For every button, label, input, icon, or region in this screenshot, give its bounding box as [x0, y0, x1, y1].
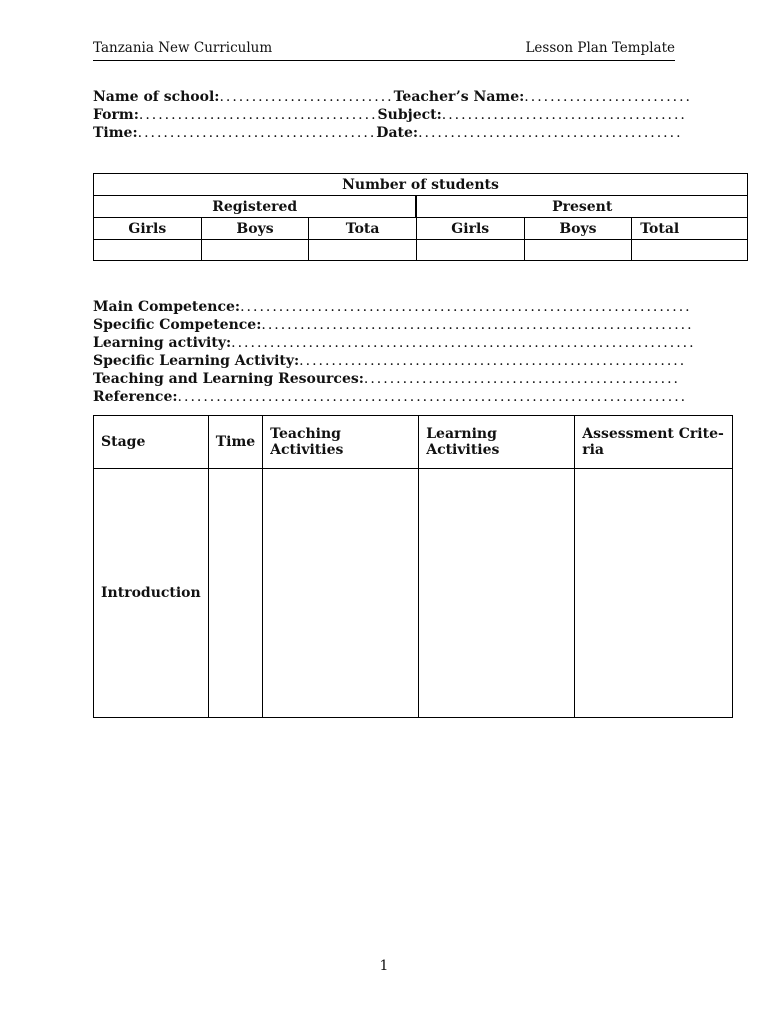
form-label: Form: — [93, 107, 139, 123]
activity-table — [93, 415, 733, 718]
present-header: Present — [416, 196, 747, 218]
main-competence-dots[interactable]: ...................................................................... — [240, 299, 692, 315]
learning-activities-cell[interactable] — [419, 469, 575, 718]
assessment-criteria-cell[interactable] — [575, 469, 733, 718]
col-reg-total: Tota — [309, 218, 417, 240]
cell-reg-girls[interactable] — [94, 240, 202, 261]
teacher-dots[interactable]: .......................... — [524, 89, 693, 105]
reference-label: Reference: — [93, 389, 178, 405]
specific-learning-activity-dots[interactable]: ............................................................ — [299, 353, 687, 369]
subject-label: Subject: — [377, 107, 442, 123]
teaching-activities-header: Teaching Activities — [263, 416, 419, 469]
col-pres-total: Total — [632, 218, 748, 240]
students-table — [93, 173, 748, 261]
specific-competence-label: Specific Competence: — [93, 317, 262, 333]
reference-line — [93, 388, 688, 407]
cell-reg-total[interactable] — [309, 240, 417, 261]
stage-header: Stage — [94, 416, 209, 469]
time-label: Time: — [93, 125, 138, 141]
registered-header: Registered — [94, 196, 417, 218]
cell-pres-boys[interactable] — [524, 240, 632, 261]
time-cell[interactable] — [208, 469, 262, 718]
main-competence-label: Main Competence: — [93, 299, 241, 315]
learning-activity-dots[interactable]: ........................................................................ — [231, 335, 696, 351]
date-dots[interactable]: ......................................... — [418, 125, 683, 141]
cell-reg-boys[interactable] — [201, 240, 309, 261]
resources-line — [93, 370, 680, 389]
reference-dots[interactable]: ............................................................................... — [177, 389, 688, 405]
header-left: Tanzania New Curriculum — [93, 40, 273, 56]
stage-cell: Introduction — [94, 469, 209, 718]
col-pres-boys: Boys — [524, 218, 632, 240]
info-line-2 — [93, 106, 687, 125]
page-header — [93, 40, 675, 61]
learning-activity-label: Learning activity: — [93, 335, 232, 351]
cell-pres-girls[interactable] — [416, 240, 524, 261]
students-table-title: Number of students — [94, 174, 748, 196]
specific-competence-dots[interactable]: ................................................................... — [261, 317, 694, 333]
col-reg-girls: Girls — [94, 218, 202, 240]
main-competence-line — [93, 298, 692, 317]
col-reg-boys: Boys — [201, 218, 309, 240]
col-pres-girls: Girls — [416, 218, 524, 240]
date-label: Date: — [376, 125, 419, 141]
specific-competence-line — [93, 316, 694, 335]
info-line-3 — [93, 124, 683, 143]
school-dots[interactable]: ........................... — [219, 89, 394, 105]
teacher-label: Teacher’s Name: — [393, 89, 525, 105]
learning-activity-line — [93, 334, 696, 353]
time-dots[interactable]: ..................................... — [137, 125, 377, 141]
specific-learning-activity-label: Specific Learning Activity: — [93, 353, 300, 369]
resources-dots[interactable]: ................................................. — [363, 371, 680, 387]
header-right: Lesson Plan Template — [525, 40, 675, 56]
specific-learning-activity-line — [93, 352, 687, 371]
subject-dots[interactable]: ...................................... — [441, 107, 687, 123]
page-number: 1 — [379, 958, 389, 974]
assessment-criteria-header: Assessment Crite- ria — [575, 416, 733, 469]
info-line-1 — [93, 88, 693, 107]
time-header: Time — [208, 416, 262, 469]
learning-activities-header: Learning Activities — [419, 416, 575, 469]
form-dots[interactable]: ..................................... — [138, 107, 378, 123]
cell-pres-total[interactable] — [632, 240, 748, 261]
teaching-activities-cell[interactable] — [263, 469, 419, 718]
resources-label: Teaching and Learning Resources: — [93, 371, 364, 387]
school-label: Name of school: — [93, 89, 220, 105]
